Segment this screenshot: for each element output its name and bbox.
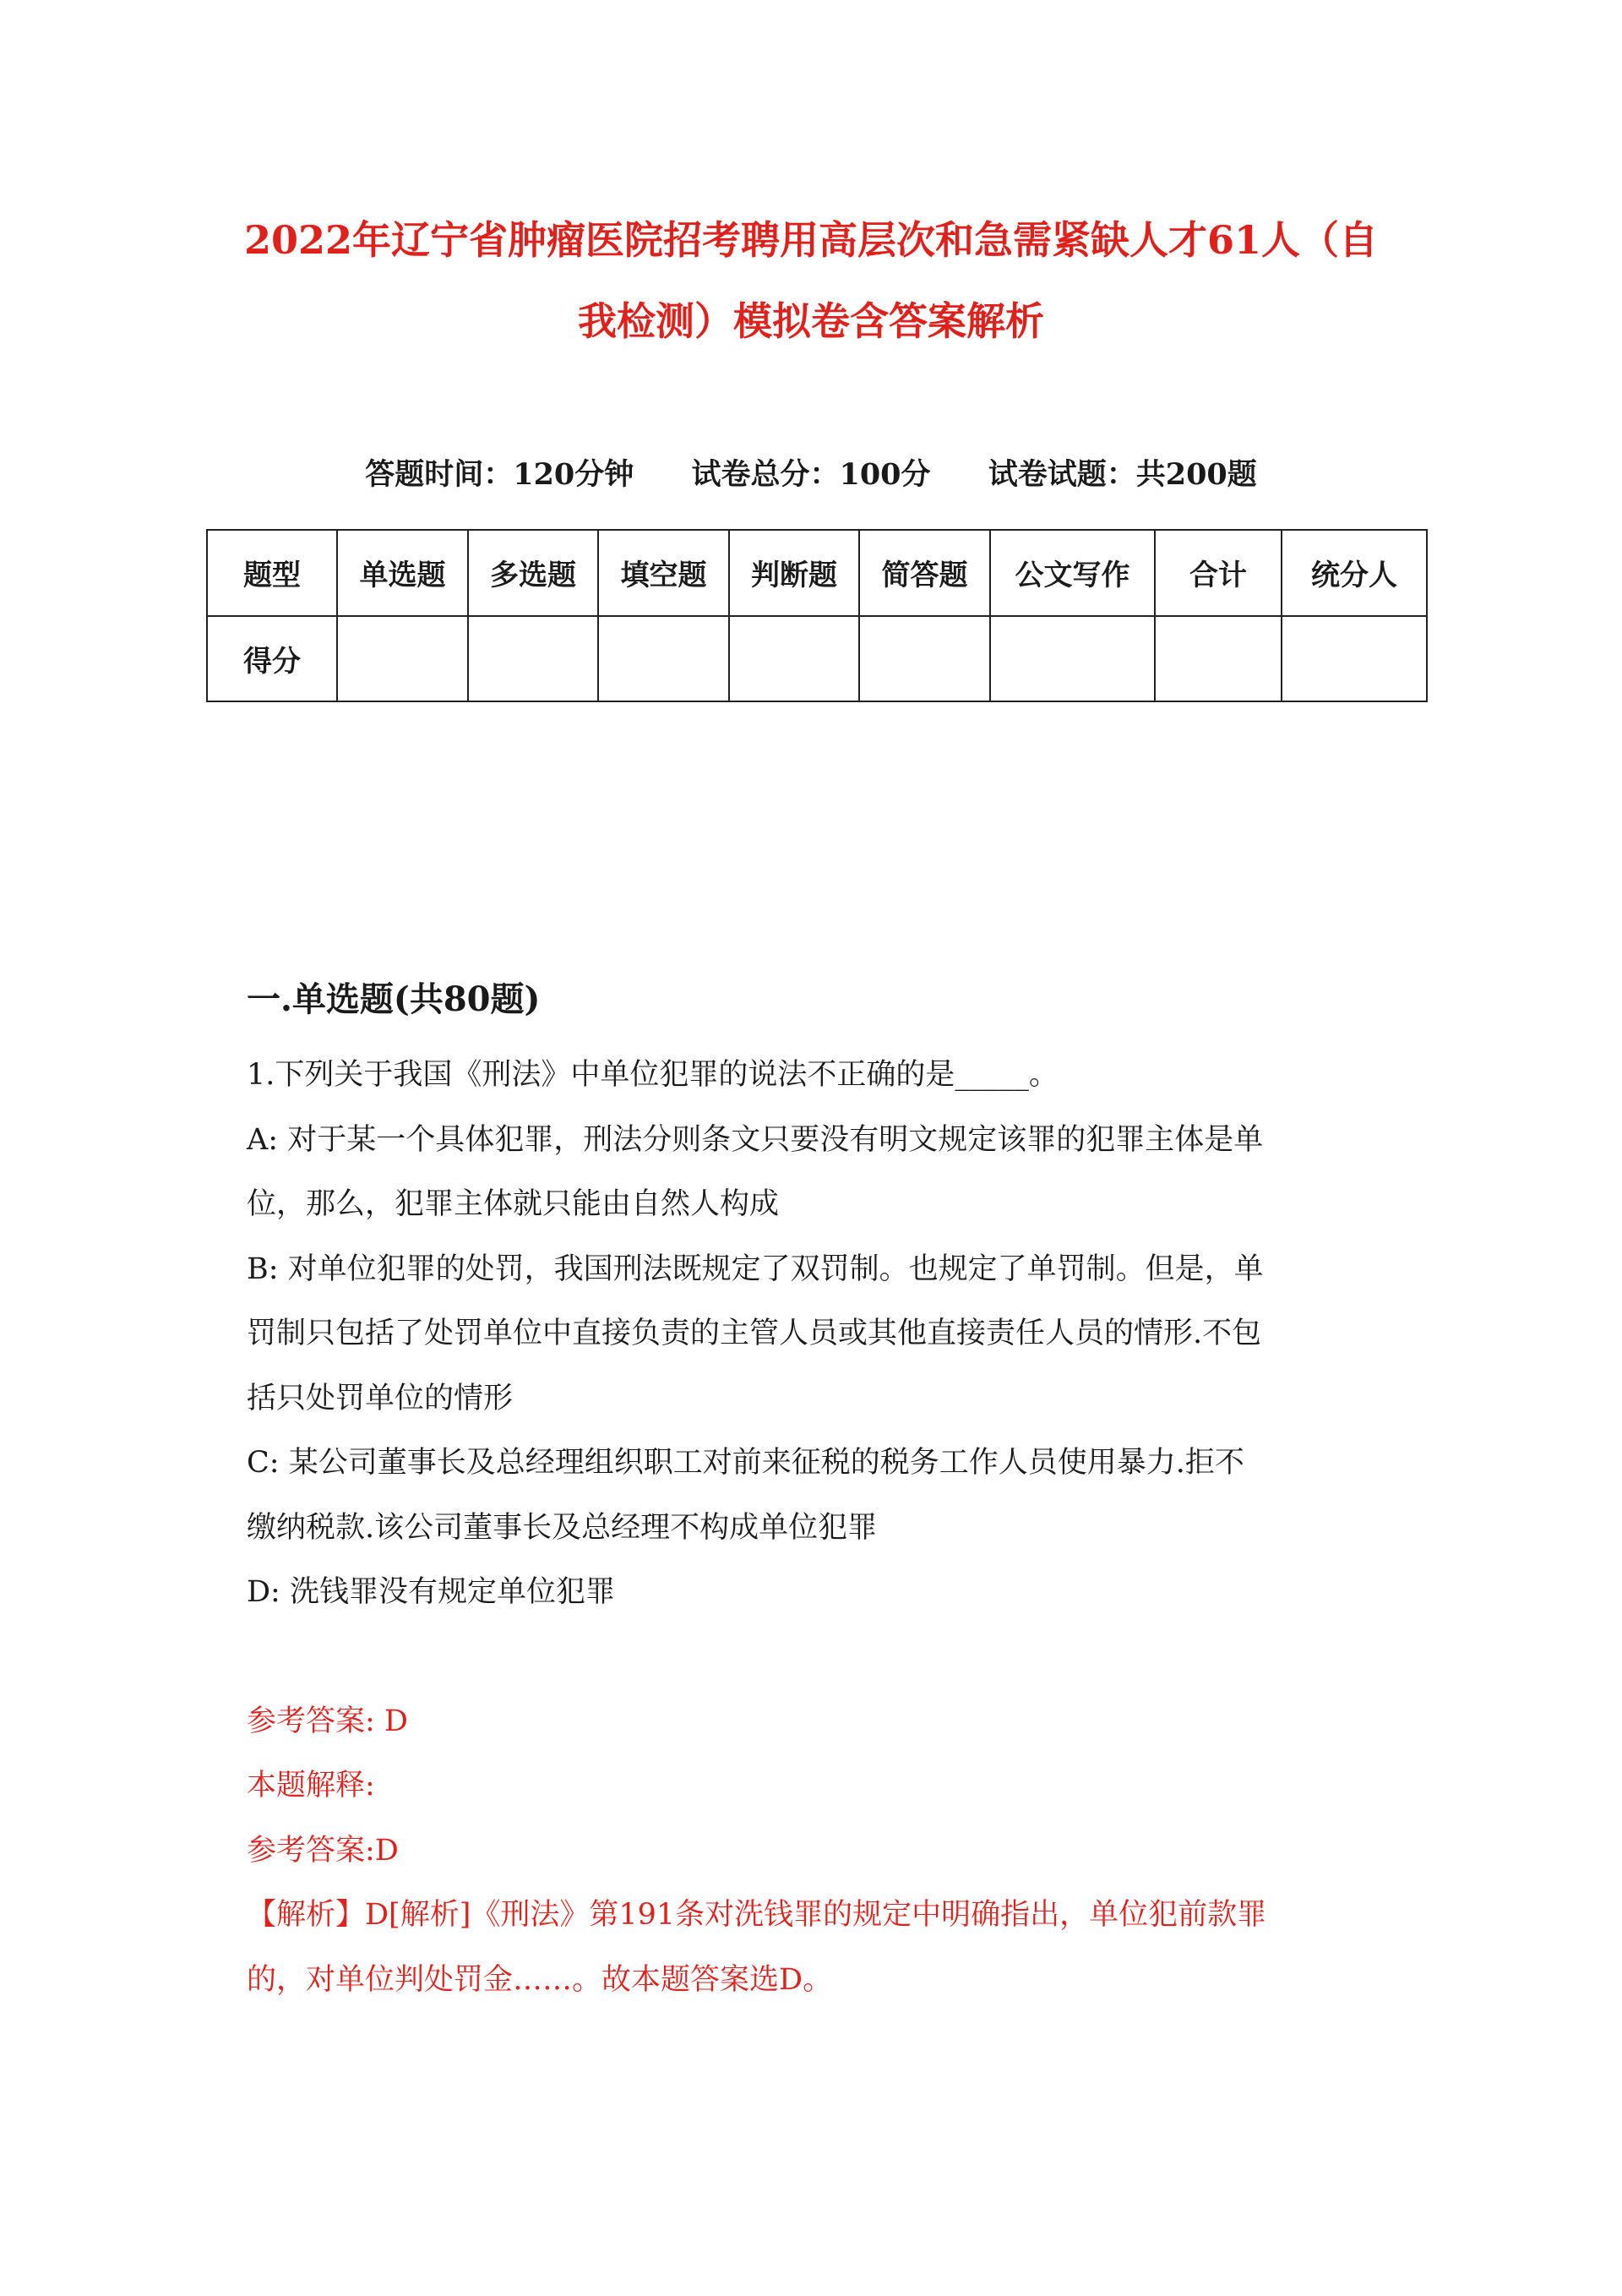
document-title-line-1: 2022年辽宁省肿瘤医院招考聘用高层次和急需紧缺人才61人（自 xyxy=(243,217,1379,263)
option-b-line-1: B: 对单位犯罪的处罚，我国刑法既规定了双罚制。也规定了单罚制。但是，单 xyxy=(247,1252,1264,1286)
exam-time: 答题时间：120分钟 xyxy=(365,457,634,492)
score-cell xyxy=(1282,616,1427,702)
exam-meta xyxy=(203,456,1419,494)
score-cell xyxy=(468,616,598,702)
score-cell xyxy=(859,616,990,702)
option-c-line-2: 缴纳税款.该公司董事长及总经理不构成单位犯罪 xyxy=(247,1511,878,1545)
document-title-line-2: 我检测）模拟卷含答案解析 xyxy=(578,298,1044,344)
header-cell-type: 题型 xyxy=(207,530,337,616)
option-b-line-3: 括只处罚单位的情形 xyxy=(247,1382,514,1415)
explanation-label: 本题解释: xyxy=(247,1769,375,1802)
option-c-line-1: C: 某公司董事长及总经理组织职工对前来征税的税务工作人员使用暴力.拒不 xyxy=(247,1446,1244,1480)
header-cell-scorer: 统分人 xyxy=(1282,530,1427,616)
exam-total-score: 试卷总分：100分 xyxy=(691,457,931,492)
analysis-line-2: 的，对单位判处罚金……。故本题答案选D。 xyxy=(247,1963,833,1997)
header-cell-single-choice: 单选题 xyxy=(337,530,468,616)
reference-answer: 参考答案: D xyxy=(247,1704,408,1738)
option-b-line-2: 罚制只包括了处罚单位中直接负责的主管人员或其他直接责任人员的情形.不包 xyxy=(247,1317,1262,1350)
option-a-line-2: 位，那么，犯罪主体就只能由自然人构成 xyxy=(247,1187,780,1221)
score-cell xyxy=(729,616,859,702)
header-cell-total: 合计 xyxy=(1155,530,1282,616)
score-cell xyxy=(1155,616,1282,702)
score-cell xyxy=(990,616,1155,702)
question-stem: 1.下列关于我国《刑法》中单位犯罪的说法不正确的是_____。 xyxy=(247,1058,1059,1092)
option-a-line-1: A: 对于某一个具体犯罪，刑法分则条文只要没有明文规定该罪的犯罪主体是单 xyxy=(247,1123,1264,1157)
score-cell xyxy=(337,616,468,702)
option-d: D: 洗钱罪没有规定单位犯罪 xyxy=(247,1575,615,1609)
analysis-line-1: 【解析】D[解析]《刑法》第191条对洗钱罪的规定中明确指出，单位犯前款罪 xyxy=(247,1898,1267,1932)
header-cell-fill-blank: 填空题 xyxy=(598,530,729,616)
score-cell xyxy=(598,616,729,702)
score-table xyxy=(206,529,1428,702)
header-cell-official-writing: 公文写作 xyxy=(990,530,1155,616)
exam-question-count: 试卷试题：共200题 xyxy=(988,457,1257,492)
score-table-header-row xyxy=(207,530,1427,616)
header-cell-short-answer: 简答题 xyxy=(859,530,990,616)
section-title: 一.单选题(共80题) xyxy=(247,979,541,1019)
header-cell-true-false: 判断题 xyxy=(729,530,859,616)
header-cell-multiple-choice: 多选题 xyxy=(468,530,598,616)
score-table-score-row xyxy=(207,616,1427,702)
reference-answer-2: 参考答案:D xyxy=(247,1834,399,1868)
row-label-score: 得分 xyxy=(207,616,337,702)
